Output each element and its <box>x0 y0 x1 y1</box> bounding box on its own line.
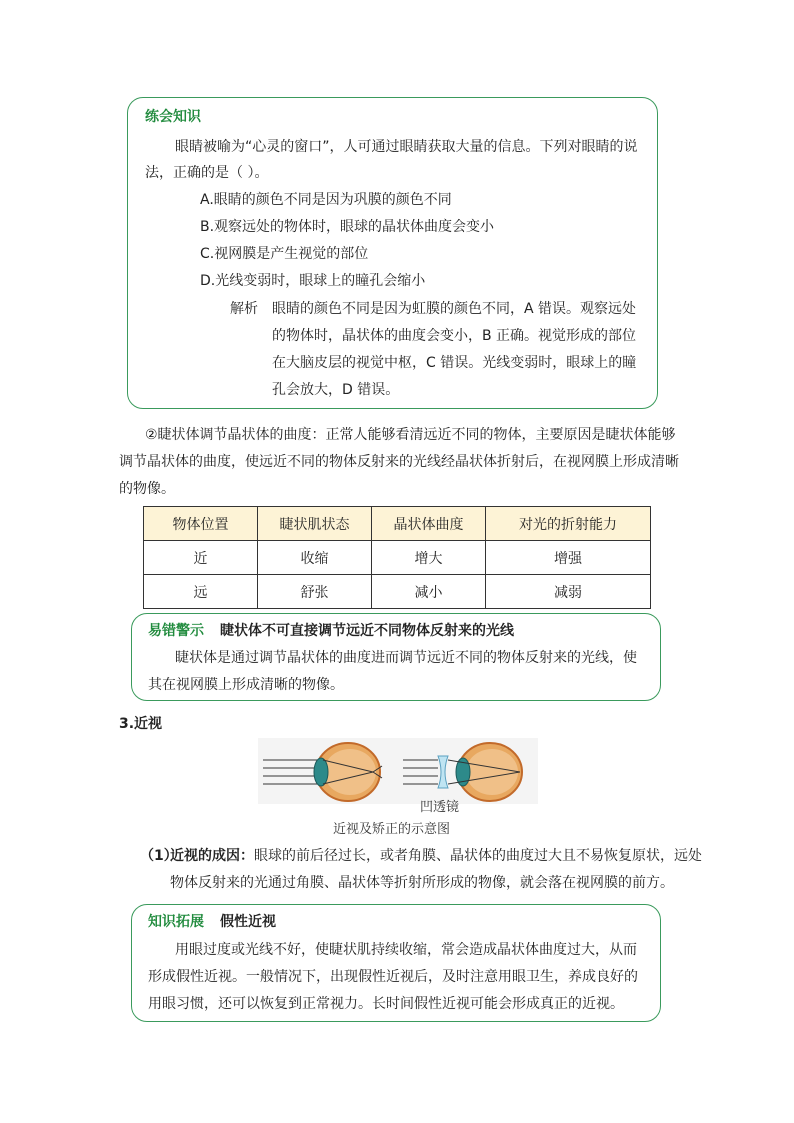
table-cell: 增强 <box>486 541 651 575</box>
cause-line-1: 眼球的前后径过长，或者角膜、晶状体的曲度过大且不易恢复原状，远处 <box>254 848 702 864</box>
table-cell: 舒张 <box>258 575 372 609</box>
cause-line-2: 物体反射来的光通过角膜、晶状体等折射所形成的物像，就会落在视网膜的前方。 <box>170 875 674 891</box>
paragraph-line-2: 调节晶状体的曲度，使远近不同的物体反射来的光线经晶状体折射后，在视网膜上形成清晰 <box>119 454 679 470</box>
option-b: B.观察远处的物体时，眼球的晶状体曲度会变小 <box>200 219 495 235</box>
table-cell: 近 <box>144 541 258 575</box>
table-cell: 减小 <box>372 575 486 609</box>
figure-caption: 近视及矫正的示意图 <box>333 822 451 837</box>
extension-line-2: 形成假性近视。一般情况下，出现假性近视后，及时注意用眼卫生，养成良好的 <box>148 969 638 985</box>
table-header: 睫状肌状态 <box>258 507 372 541</box>
table-row <box>144 541 651 575</box>
warning-line-2: 其在视网膜上形成清晰的物像。 <box>148 677 344 693</box>
extension-tag: 知识拓展 <box>148 914 204 930</box>
answer-line-2: 的物体时，晶状体的曲度会变小，B 正确。视觉形成的部位 <box>272 328 637 344</box>
extension-line-1: 用眼过度或光线不好，使睫状肌持续收缩，常会造成晶状体曲度过大，从而 <box>175 942 637 958</box>
extension-line-3: 用眼习惯，还可以恢复到正常视力。长时间假性近视可能会形成真正的近视。 <box>148 996 624 1012</box>
section-heading: 3.近视 <box>119 716 163 732</box>
question-line-2: 法，正确的是（ ）。 <box>145 165 269 181</box>
table-header: 晶状体曲度 <box>372 507 486 541</box>
option-d: D.光线变弱时，眼球上的瞳孔会缩小 <box>200 273 426 289</box>
table-cell: 减弱 <box>486 575 651 609</box>
table-cell: 增大 <box>372 541 486 575</box>
practice-tag: 练会知识 <box>145 109 201 125</box>
table-header-row <box>144 507 651 541</box>
cause-title: 近视的成因： <box>170 848 254 864</box>
paragraph-line-1: ②睫状体调节晶状体的曲度：正常人能够看清远近不同的物体，主要原因是睫状体能够 <box>145 427 676 443</box>
table-header: 对光的折射能力 <box>486 507 651 541</box>
warning-tag: 易错警示 <box>148 623 204 639</box>
table-header: 物体位置 <box>144 507 258 541</box>
warning-title: 睫状体不可直接调节远近不同物体反射来的光线 <box>220 623 514 639</box>
lens-label: 凹透镜 <box>420 800 460 815</box>
answer-line-1: 眼睛的颜色不同是因为虹膜的颜色不同，A 错误。观察远处 <box>272 301 637 317</box>
answer-tag: 解析 <box>230 301 258 317</box>
ciliary-table <box>143 506 651 609</box>
option-c: C.视网膜是产生视觉的部位 <box>200 246 369 262</box>
table-cell: 收缩 <box>258 541 372 575</box>
answer-line-4: 孔会放大，D 错误。 <box>272 382 400 398</box>
table-cell: 远 <box>144 575 258 609</box>
option-a: A.眼睛的颜色不同是因为巩膜的颜色不同 <box>200 192 452 208</box>
paragraph-line-3: 的物像。 <box>119 481 175 497</box>
extension-title: 假性近视 <box>220 914 276 930</box>
answer-line-3: 在大脑皮层的视觉中枢，C 错误。光线变弱时，眼球上的瞳 <box>272 355 637 371</box>
warning-line-1: 睫状体是通过调节晶状体的曲度进而调节远近不同的物体反射来的光线，使 <box>175 650 637 666</box>
cause-number: （1） <box>140 848 178 864</box>
table-row <box>144 575 651 609</box>
question-line-1: 眼睛被喻为“心灵的窗口”，人可通过眼睛获取大量的信息。下列对眼睛的说 <box>175 139 638 155</box>
